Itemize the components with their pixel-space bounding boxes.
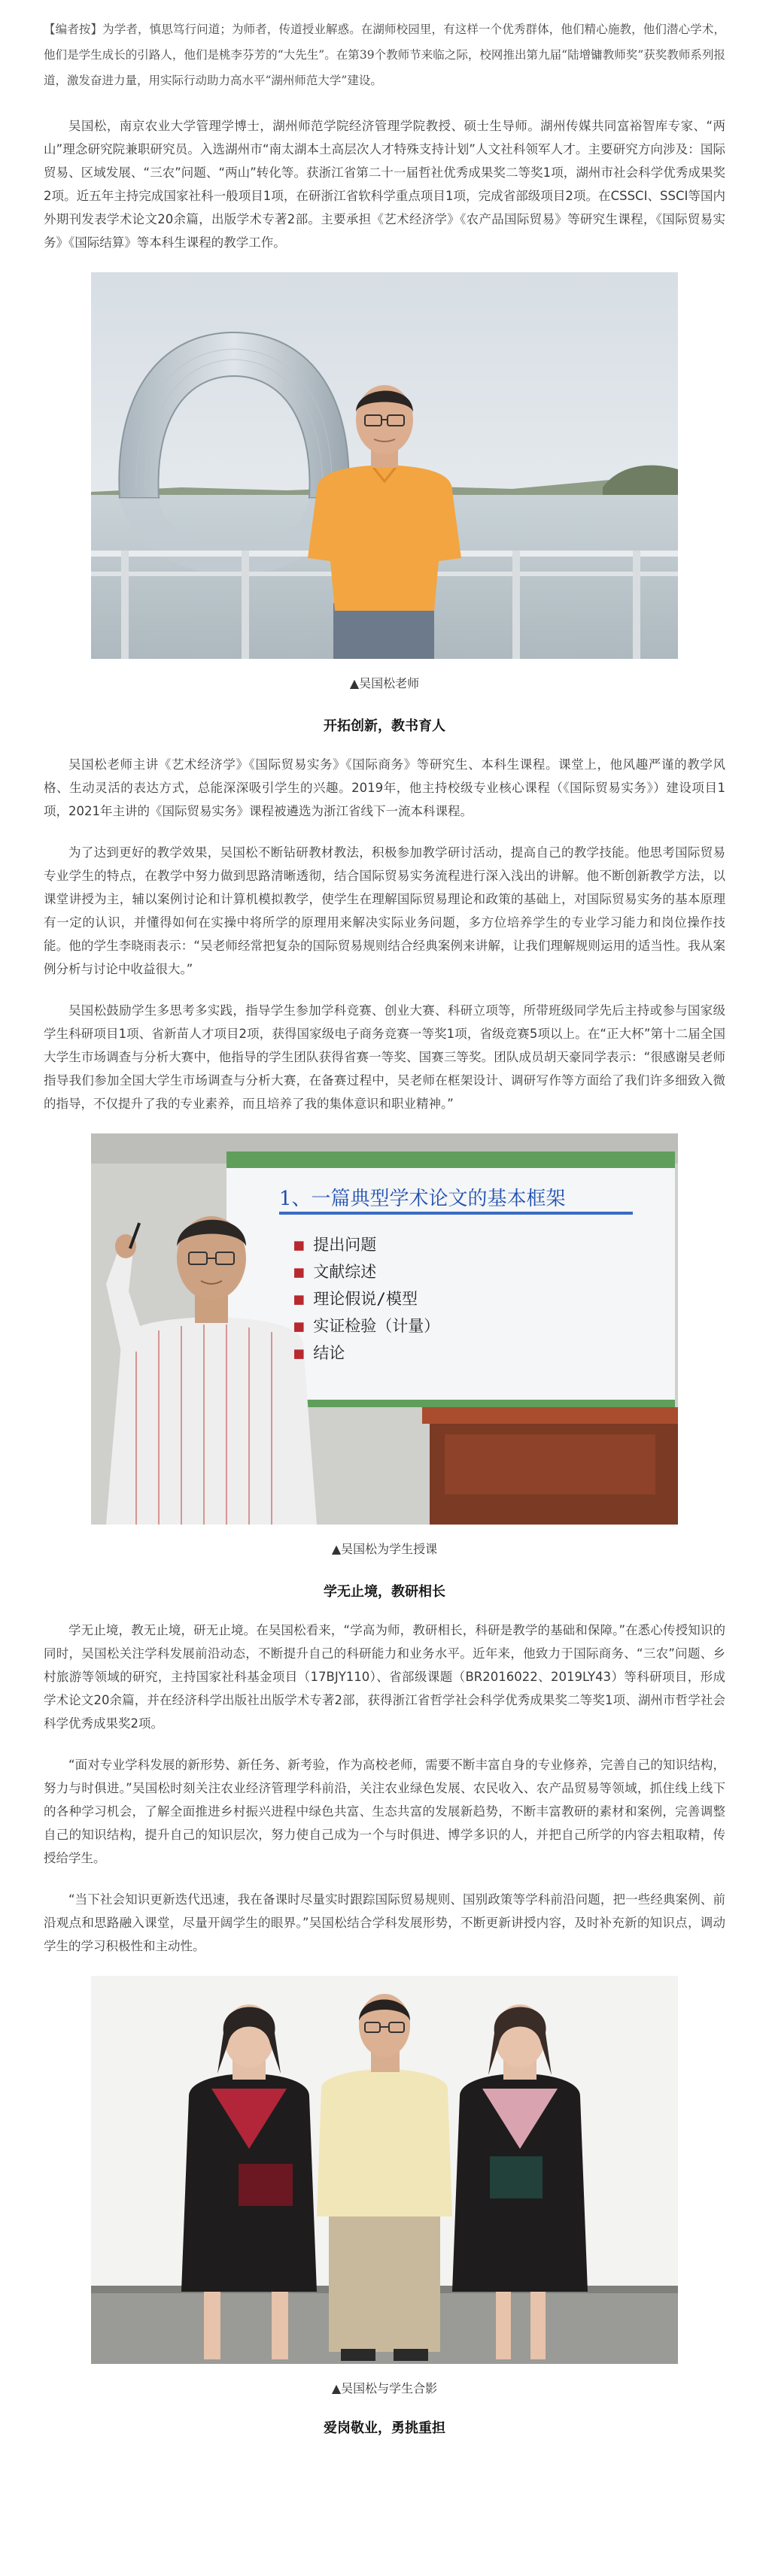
- section-title-1: 开拓创新，教书育人: [324, 718, 445, 734]
- slide-bullet: ■ 实证检验（计量）: [294, 1317, 440, 1335]
- paragraph-bio: 吴国松，南京农业大学管理学博士，湖州师范学院经济管理学院教授、硕士生导师。湖州传媒共同富裕智库专家、“两山”理念研究院兼职研究员。入选湖州市“南太湖本土高层次人才特殊支持计划”人文社科领军人才。主要研究方向涉及：国际贸易、区域发展、“三农”问题、“两山”转化等。获浙江省第二十一届哲社优秀成果奖二等奖1项，湖州市社会科学优秀成果奖2项。近五年主持完成国家社科一般项目1项，在研浙江省软科学重点项目1项，完成省部级项目2项。在CSSCI、SSCI等国内外期刊发表学术论文20余篇，出版学术专著2部。主要承担《艺术经济学》《农产品国际贸易》等研究生课程，《国际贸易实务》《国际结算》等本科生课程的教学工作。: [44, 119, 725, 250]
- caption-photo-1: ▲吴国松老师: [349, 676, 420, 690]
- photo-group-image: [91, 1976, 678, 2364]
- caption-photo-2: ▲吴国松为学生授课: [331, 1542, 438, 1556]
- slide-bullet: ■ 理论假说/模型: [294, 1290, 418, 1308]
- paragraph-research-3: “当下社会知识更新迭代迅速，我在备课时尽量实时跟踪国际贸易规则、国别政策等学科前沿问题，把一些经典案例、前沿观点和思路融入课堂，尽量开阔学生的眼界。”吴国松结合学科发展形势，不断更新讲授内容，及时补充新的知识点，调动学生的学习积极性和主动性。: [44, 1892, 725, 1953]
- photo-lecture: [91, 1133, 678, 1525]
- editor-note: 【编者按】为学者，慎思笃行问道；为师者，传道授业解惑。在湖师校园里，有这样一个优秀群体，他们精心施教，他们潜心学术，他们是学生成长的引路人，他们是桃李芬芳的“大先生”。在第39个教师节来临之际，校网推出第九届“陆增镛教师奖”获奖教师系列报道，激发奋进力量，用实际行动助力高水平“湖州师范大学”建设。: [44, 23, 725, 87]
- section-title-3: 爱岗敬业，勇挑重担: [324, 2420, 445, 2436]
- slide-bullet: ■ 文献综述: [294, 1263, 377, 1281]
- slide-bullet: ■ 结论: [294, 1344, 345, 1362]
- section-title-2: 学无止境，教研相长: [324, 1584, 445, 1600]
- paragraph-research-2: “面对专业学科发展的新形势、新任务、新考验，作为高校老师，需要不断丰富自身的专业修养，完善自己的知识结构，努力与时俱进。”吴国松时刻关注农业经济管理学科前沿，关注农业绿色发展、农民收入、农产品贸易等领域，抓住线上线下的各种学习机会，了解全面推进乡村振兴进程中绿色共富、生态共富的发展新趋势，不断丰富教研的素材和案例，完善调整自己的知识结构，提升自己的知识层次，努力使自己成为一个与时俱进、博学多识的人，并把自己所学的内容去粗取精，传授给学生。: [44, 1758, 725, 1865]
- slide-bullet: ■ 提出问题: [294, 1236, 377, 1254]
- paragraph-teaching-1: 吴国松老师主讲《艺术经济学》《国际贸易实务》《国际商务》等研究生、本科生课程。课堂上，他风趣严谨的教学风格、生动灵活的表达方式，总能深深吸引学生的兴趣。2019年，他主持校级专业核心课程（《国际贸易实务》）建设项目1项，2021年主讲的《国际贸易实务》课程被遴选为浙江省线下一流本科课程。: [44, 757, 725, 818]
- paragraph-teaching-3: 吴国松鼓励学生多思考多实践，指导学生参加学科竞赛、创业大赛、科研立项等，所带班级同学先后主持或参与国家级学生科研项目1项、省新苗人才项目2项，获得国家级电子商务竞赛一等奖1项，省级竞赛5项以上。在“正大杯”第十二届全国大学生市场调查与分析大赛中，他指导的学生团队获得省赛一等奖、国赛三等奖。团队成员胡天豪同学表示：“很感谢吴老师指导我们参加全国大学生市场调查与分析大赛，在备赛过程中，吴老师在框架设计、调研写作等方面给了我们许多细致入微的指导，不仅提升了我的专业素养，而且培养了我的集体意识和职业精神。”: [44, 1003, 725, 1111]
- photo-portrait-lake-image: [91, 272, 678, 659]
- paragraph-research-1: 学无止境，教无止境，研无止境。在吴国松看来，“学高为师，教研相长，科研是教学的基础和保障。”在悉心传授知识的同时，吴国松关注学科发展前沿动态，不断提升自己的科研能力和业务水平。近年来，他致力于国际商务、“三农”问题、乡村旅游等领域的研究，主持国家社科基金项目（17BJY110）、省部级课题（BR2016022、2019LY43）等科研项目，形成学术论文20余篇，并在经济科学出版社出版学术专著2部，获得浙江省哲学社会科学优秀成果奖二等奖1项、湖州市哲学社会科学优秀成果奖2项。: [44, 1623, 725, 1731]
- photo-portrait-lake: [91, 272, 678, 659]
- photo-group: [91, 1976, 678, 2364]
- caption-photo-3: ▲吴国松与学生合影: [331, 2381, 438, 2395]
- slide-bullet-list: [294, 1231, 439, 1367]
- slide-heading: 1、一篇典型学术论文的基本框架: [279, 1188, 566, 1210]
- paragraph-teaching-2: 为了达到更好的教学效果，吴国松不断钻研教材教法，积极参加教学研讨活动，提高自己的教学技能。他思考国际贸易专业学生的特点，在教学中努力做到思路清晰透彻，结合国际贸易实务流程进行深入浅出的讲解。他不断创新教学方法，以课堂讲授为主，辅以案例讨论和计算机模拟教学，使学生在理解国际贸易理论和政策的基础上，对国际贸易实务的基本原理有一定的认识，并懂得如何在实操中将所学的原理用来解决实际业务问题，多方位培养学生的专业学习能力和岗位操作技能。他的学生李晓雨表示：“吴老师经常把复杂的国际贸易规则结合经典案例来讲解，让我们理解规则运用的适当性。我从案例分析与讨论中收益很大。”: [44, 845, 725, 976]
- slide-heading-rule: [279, 1212, 633, 1215]
